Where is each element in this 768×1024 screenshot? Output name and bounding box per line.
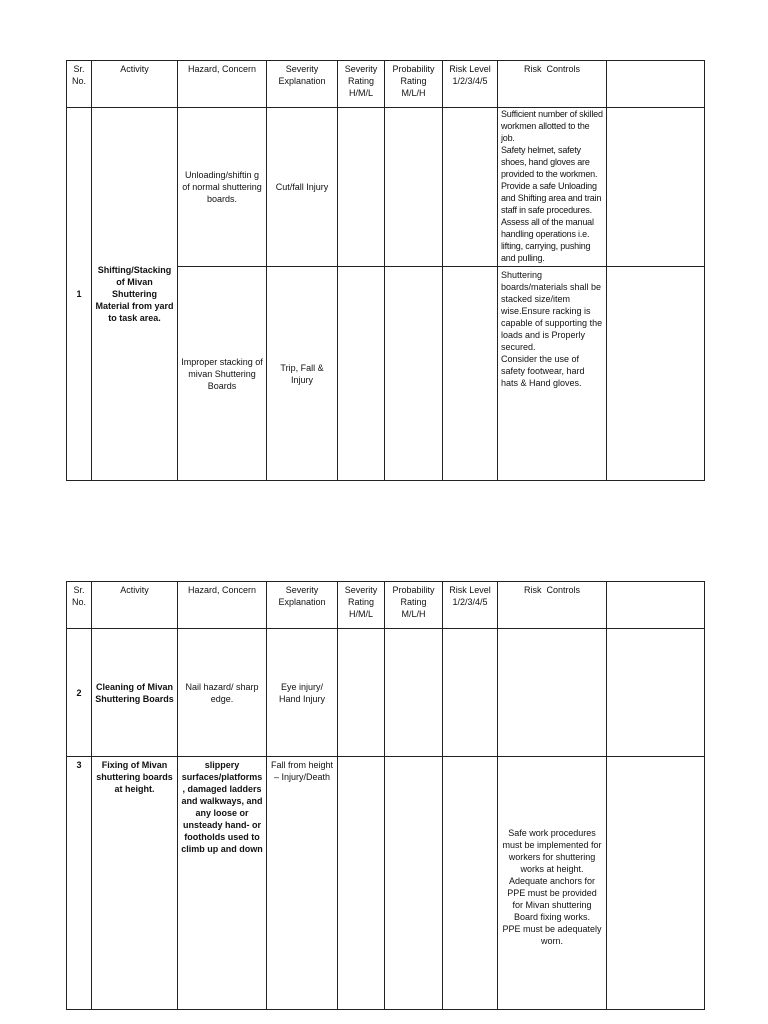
activity-cell: Cleaning of Mivan Shuttering Boards [92,629,178,757]
header-severity-explanation: Severity Explanation [267,61,338,108]
severity-explanation-cell: Eye injury/ Hand Injury [267,629,338,757]
table-row [67,108,705,267]
table-row [67,629,705,757]
severity-rating-cell [338,267,385,481]
risk-level-cell [443,267,498,481]
sr-number: 1 [67,108,92,481]
severity-explanation-cell: Cut/fall Injury [267,108,338,267]
header-hazard: Hazard, Concern [178,582,267,629]
hazard-cell: Nail hazard/ sharp edge. [178,629,267,757]
header-activity: Activity [92,61,178,108]
sr-number: 2 [67,629,92,757]
risk-table-1 [66,60,705,481]
header-row [67,61,705,108]
header-risk-controls: Risk Controls [498,582,607,629]
risk-table-2 [66,581,705,1010]
header-sr: Sr. No. [67,61,92,108]
extra-cell [607,267,705,481]
header-hazard: Hazard, Concern [178,61,267,108]
extra-cell [607,108,705,267]
risk-controls-cell: Sufficient number of skilled workmen allotted to the job. Safety helmet, safety shoes, hand gloves are provided to the workmen. Provide a safe Unloading and Shifting area and train staff in safe procedures. Assess all of the manual handling operations i.e. lifting, carrying, pushing and pulling. [498,108,607,267]
sr-number: 3 [67,757,92,1010]
risk-controls-cell: Safe work procedures must be implemented for workers for shuttering works at height. Adequate anchors for PPE must be provided for Mivan shuttering Board fixing works. PPE must be adequately worn. [498,757,607,1010]
header-sr: Sr. No. [67,582,92,629]
header-activity: Activity [92,582,178,629]
header-probability-rating: Probability Rating M/L/H [385,61,443,108]
activity-cell: Shifting/Stacking of Mivan Shuttering Material from yard to task area. [92,108,178,481]
header-probability-rating: Probability Rating M/L/H [385,582,443,629]
probability-rating-cell [385,108,443,267]
severity-rating-cell [338,757,385,1010]
header-row [67,582,705,629]
hazard-cell: Unloading/shiftin g of normal shuttering boards. [178,108,267,267]
hazard-cell: Improper stacking of mivan Shuttering Boards [178,267,267,481]
header-risk-level: Risk Level 1/2/3/4/5 [443,61,498,108]
header-risk-controls: Risk Controls [498,61,607,108]
risk-controls-cell [498,629,607,757]
risk-level-cell [443,108,498,267]
severity-rating-cell [338,108,385,267]
activity-cell: Fixing of Mivan shuttering boards at height. [92,757,178,1010]
probability-rating-cell [385,267,443,481]
extra-cell [607,629,705,757]
risk-level-cell [443,629,498,757]
header-severity-explanation: Severity Explanation [267,582,338,629]
risk-controls-cell: Shuttering boards/materials shall be stacked size/item wise.Ensure racking is capable of supporting the loads and is Properly secured. Consider the use of safety footwear, hard hats & Hand gloves. [498,267,607,481]
severity-explanation-cell: Fall from height – Injury/Death [267,757,338,1010]
hazard-cell: slippery surfaces/platforms , damaged ladders and walkways, and any loose or unsteady hand- or footholds used to climb up and down [178,757,267,1010]
severity-rating-cell [338,629,385,757]
header-severity-rating: Severity Rating H/M/L [338,582,385,629]
probability-rating-cell [385,757,443,1010]
header-risk-level: Risk Level 1/2/3/4/5 [443,582,498,629]
severity-explanation-cell: Trip, Fall & Injury [267,267,338,481]
header-extra [607,61,705,108]
probability-rating-cell [385,629,443,757]
header-severity-rating: Severity Rating H/M/L [338,61,385,108]
extra-cell [607,757,705,1010]
risk-level-cell [443,757,498,1010]
header-extra [607,582,705,629]
table-row [67,757,705,1010]
